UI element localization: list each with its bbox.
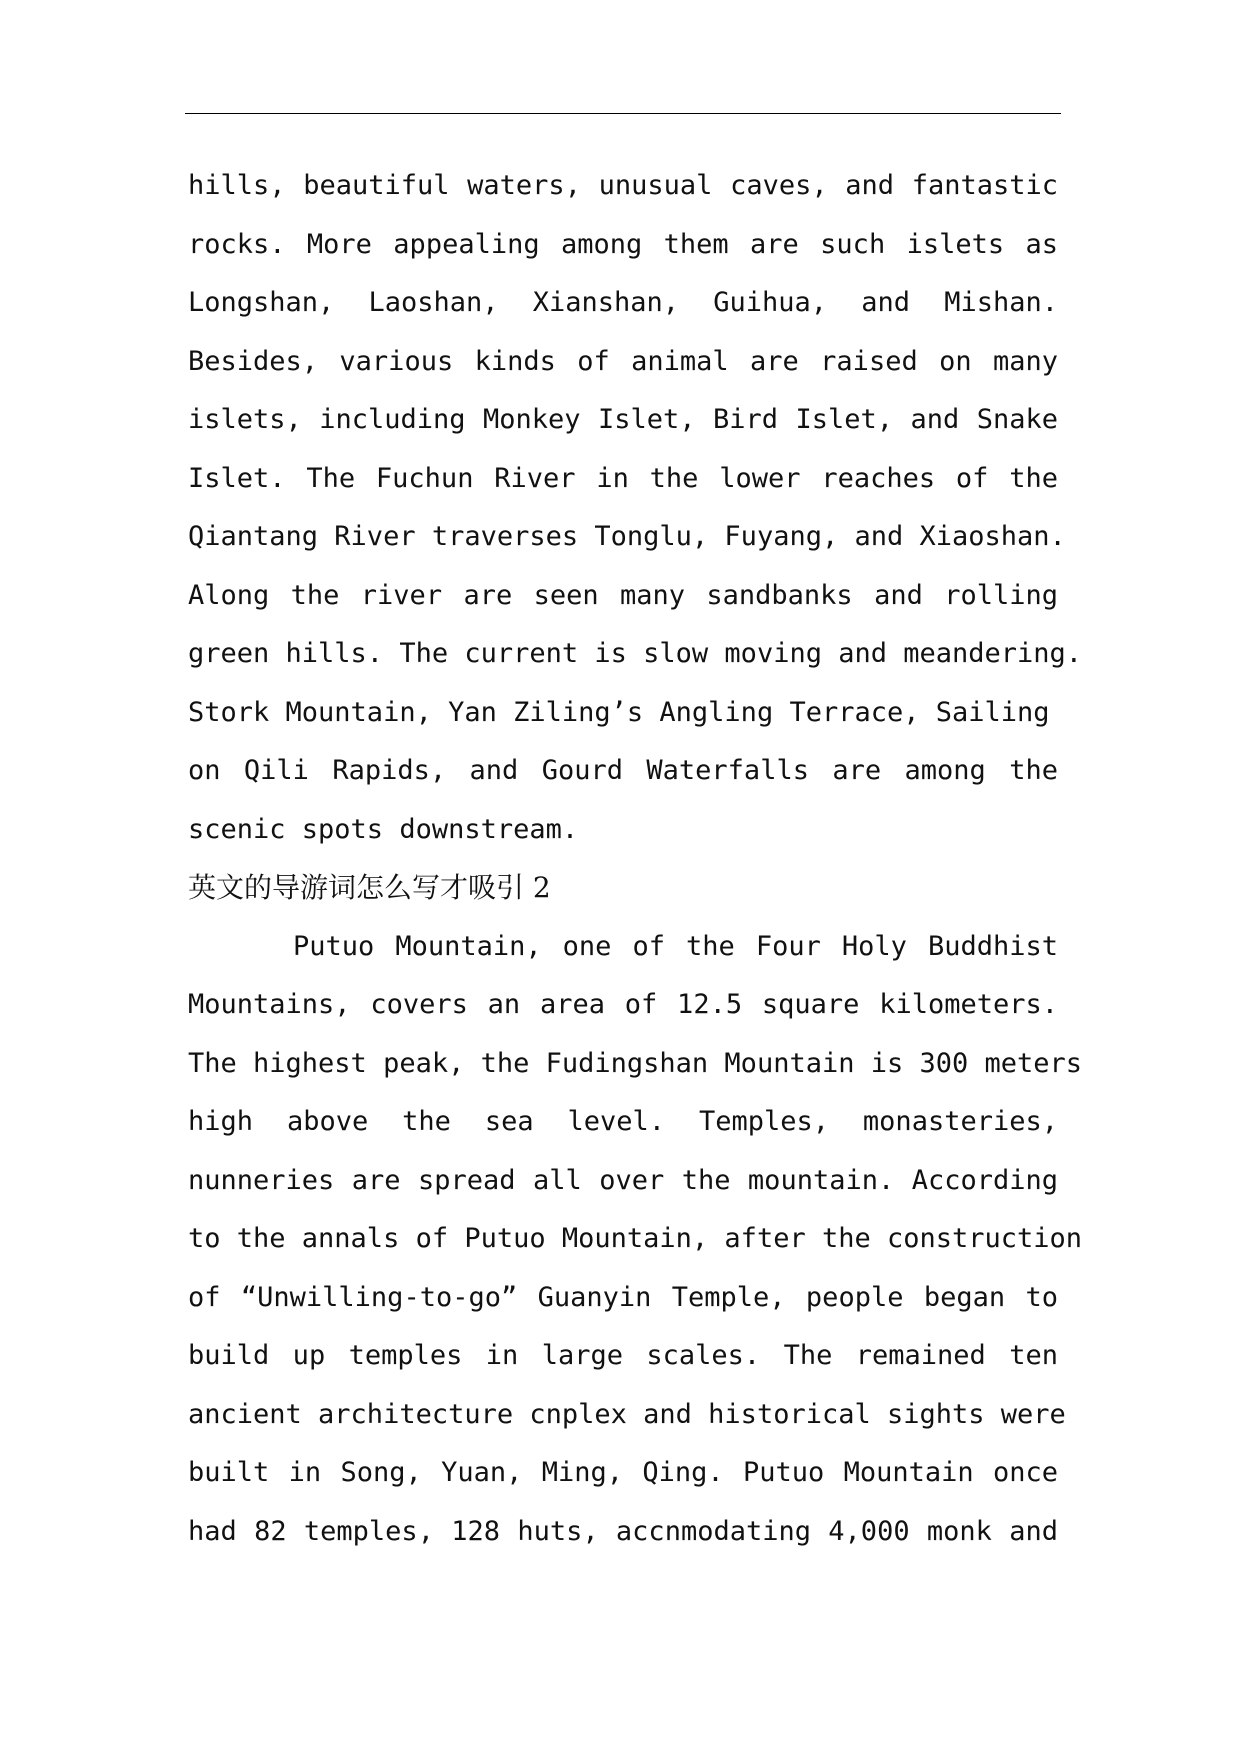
text-line: Islet. The Fuchun River in the lower reaches of the [188,462,1058,494]
text-line: hills, beautiful waters, unusual caves, and fantastic [188,170,1058,201]
text-line: build up temples in large scales. The remained ten [188,1340,1058,1371]
text-line: of “Unwilling-to-go” Guanyin Temple, people began to [188,1281,1058,1313]
paragraph-2 [188,918,1083,1562]
text-line: green hills. The current is slow moving and meandering. [188,638,1083,669]
text-line: scenic spots downstream. [188,813,579,845]
text-line: Besides, various kinds of animal are raised on many [188,345,1058,377]
text-line: to the annals of Putuo Mountain, after the construction [188,1223,1083,1254]
text-line: on Qili Rapids, and Gourd Waterfalls are among the [188,755,1058,786]
header-rule [185,113,1061,114]
text-line: rocks. More appealing among them are such islets as [188,228,1058,260]
text-line: ancient architecture cnplex and historical sights were [188,1398,1066,1430]
document-body [188,157,1083,1561]
text-line: Along the river are seen many sandbanks and rolling [188,579,1058,611]
text-line: high above the sea level. Temples, monasteries, [188,1106,1058,1137]
paragraph-1 [188,157,1083,859]
text-line: Putuo Mountain, one of the Four Holy Buddhist [293,930,1058,962]
text-line: Qiantang River traverses Tonglu, Fuyang, and Xiaoshan. [188,521,1066,552]
text-line: built in Song, Yuan, Ming, Qing. Putuo Mountain once [188,1457,1058,1488]
text-line: Stork Mountain, Yan Ziling’s Angling Terrace, Sailing [188,696,1050,728]
text-line: had 82 temples, 128 huts, accnmodating 4,000 monk and [188,1515,1058,1547]
text-line: Longshan, Laoshan, Xianshan, Guihua, and Mishan. [188,287,1058,318]
section-heading: 英文的导游词怎么写才吸引 2 [188,871,551,904]
text-line: The highest peak, the Fudingshan Mountain is 300 meters [188,1047,1083,1079]
text-line: Mountains, covers an area of 12.5 square kilometers. [188,989,1058,1020]
text-line: islets, including Monkey Islet, Bird Islet, and Snake [188,404,1058,435]
text-line: nunneries are spread all over the mountain. According [188,1164,1058,1196]
